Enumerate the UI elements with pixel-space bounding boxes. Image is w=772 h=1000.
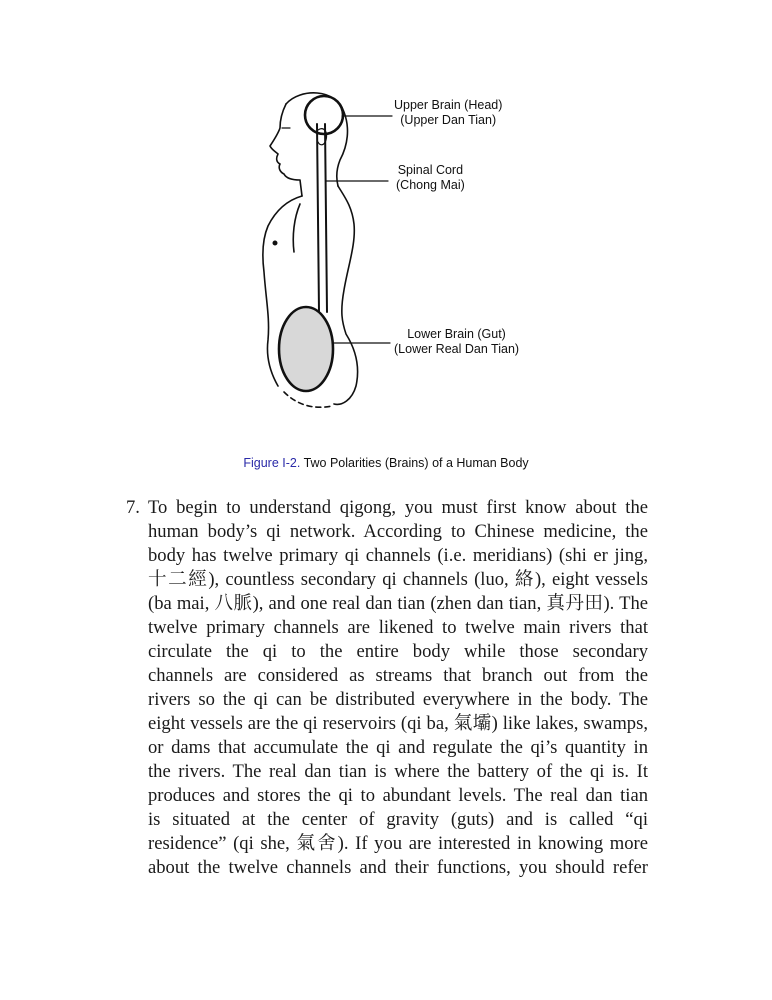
paragraph-line: is situated at the center of gravity (guts) and is called “qi	[148, 809, 648, 830]
paragraph-line: body has twelve primary qi channels (i.e. meridians) (shi er jing,	[148, 545, 648, 566]
spinal-cord-line	[317, 124, 319, 312]
paragraph-line: human body’s qi network. According to Chinese medicine, the	[148, 521, 648, 542]
paragraph-line: residence” (qi she, 氣舍). If you are interested in knowing more	[148, 833, 648, 854]
paragraph-line: or dams that accumulate the qi and regulate the qi’s quantity in	[148, 737, 648, 758]
label-upper-brain: Upper Brain (Head) (Upper Dan Tian)	[394, 98, 503, 127]
paragraph-line: twelve primary channels are likened to twelve main rivers that	[148, 617, 648, 638]
face-profile	[270, 104, 302, 196]
label-spinal-cord: Spinal Cord (Chong Mai)	[396, 163, 465, 192]
figure-caption	[0, 456, 772, 470]
upper-brain-circle	[305, 96, 343, 134]
arm-outline	[293, 204, 300, 252]
paragraph-line: 十二經), countless secondary qi channels (luo, 絡), eight vessels	[148, 569, 648, 590]
label-lower-brain: Lower Brain (Gut) (Lower Real Dan Tian)	[394, 327, 520, 356]
paragraph-7	[126, 496, 648, 880]
human-body-illustration	[0, 0, 772, 480]
list-marker: 7.	[126, 497, 140, 518]
figure-human-body	[0, 0, 772, 480]
paragraph-line: produces and stores the qi to abundant levels. The real dan tian	[148, 785, 648, 806]
paragraph-line: rivers so the qi can be distributed everywhere in the body. The	[148, 689, 648, 710]
figure-caption-text: Two Polarities (Brains) of a Human Body	[303, 456, 529, 470]
lower-brain-ellipse	[279, 307, 333, 391]
figure-caption-number: Figure I-2.	[243, 456, 301, 470]
paragraph-line: To begin to understand qigong, you must first know about the	[148, 497, 648, 518]
paragraph-line: channels are considered as streams that branch out from the	[148, 665, 648, 686]
paragraph-line: eight vessels are the qi reservoirs (qi ba, 氣壩) like lakes, swamps,	[148, 713, 648, 734]
paragraph-line: the rivers. The real dan tian is where the battery of the qi is. It	[148, 761, 648, 782]
lower-abdomen-dashed	[284, 392, 332, 407]
paragraph-line: circulate the qi to the entire body while those secondary	[148, 641, 648, 662]
paragraph-line: about the twelve channels and their functions, you should refer	[148, 857, 648, 878]
back-outline	[334, 186, 358, 404]
paragraph-line: (ba mai, 八脈), and one real dan tian (zhen dan tian, 真丹田). The	[148, 593, 648, 614]
